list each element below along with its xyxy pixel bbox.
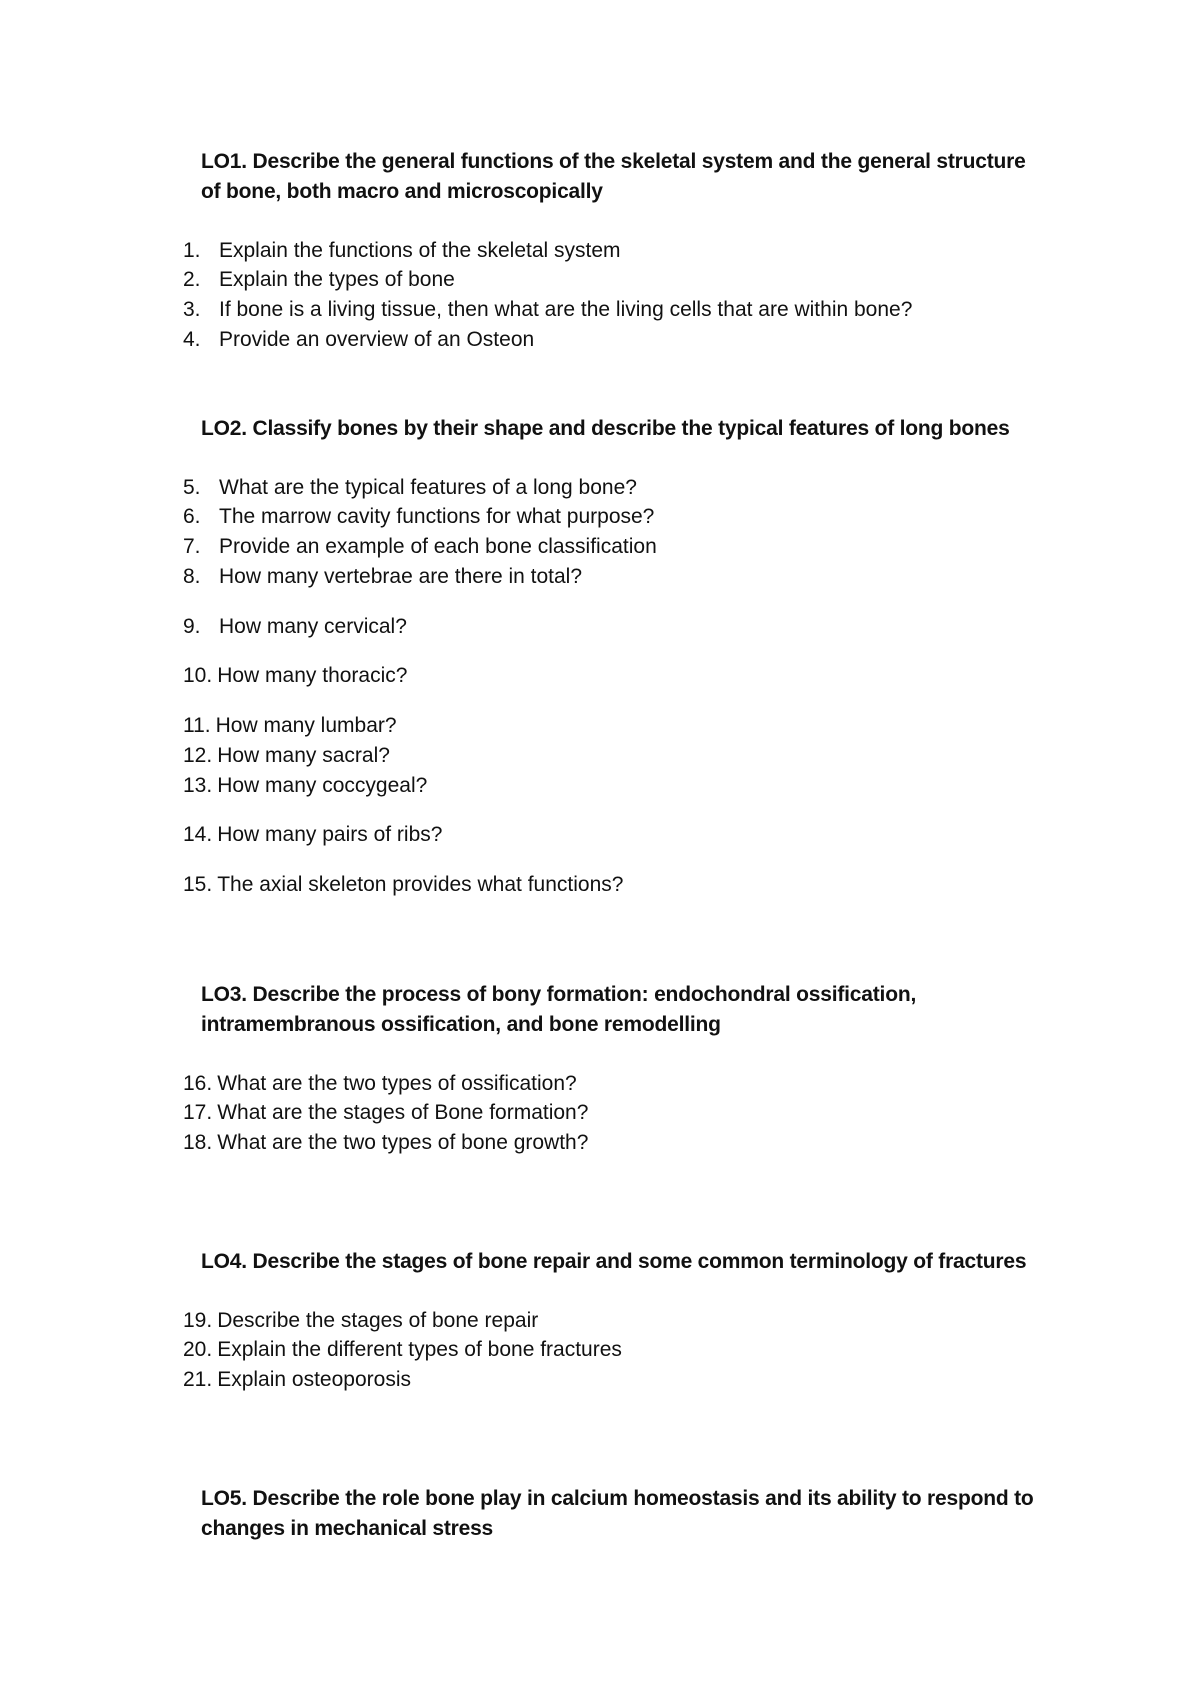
list-item	[183, 612, 1063, 642]
heading-line: LO1. Describe the general functions of the skeletal system and the general structure	[201, 150, 1026, 173]
list-item	[183, 502, 1063, 532]
item-number: 15.	[183, 873, 213, 896]
list-item	[183, 1098, 1063, 1128]
heading-line: changes in mechanical stress	[201, 1517, 494, 1540]
item-number: 11.	[183, 714, 211, 737]
item-number: 3.	[183, 298, 201, 321]
item-number: 16.	[183, 1072, 213, 1095]
item-text: What are the typical features of a long bone?	[219, 476, 637, 499]
item-text: Explain the types of bone	[219, 268, 455, 291]
list-item	[183, 1306, 1063, 1336]
section-heading-lo1	[201, 147, 1081, 207]
item-number: 4.	[183, 328, 201, 351]
list-item	[183, 562, 1063, 592]
list-item	[183, 1128, 1063, 1158]
item-text: What are the two types of bone growth?	[217, 1131, 589, 1154]
heading-line: LO3. Describe the process of bony formation: endochondral ossification,	[201, 983, 917, 1006]
item-number: 1.	[183, 239, 201, 262]
item-number: 12.	[183, 744, 213, 767]
item-number: 18.	[183, 1131, 213, 1154]
item-text: If bone is a living tissue, then what are the living cells that are within bone?	[219, 298, 913, 321]
item-text: Provide an example of each bone classification	[219, 535, 657, 558]
item-number: 17.	[183, 1101, 213, 1124]
list-item	[183, 1335, 1063, 1365]
section-heading-lo2	[201, 414, 1081, 444]
item-text: What are the two types of ossification?	[217, 1072, 577, 1095]
item-text: How many thoracic?	[217, 664, 408, 687]
item-text: How many vertebrae are there in total?	[219, 565, 583, 588]
item-number: 6.	[183, 505, 201, 528]
list-item	[183, 265, 1063, 295]
list-item	[183, 711, 1063, 741]
list-item	[183, 1365, 1063, 1395]
list-item	[183, 295, 1063, 325]
item-number: 2.	[183, 268, 201, 291]
item-text: Explain the different types of bone fractures	[217, 1338, 622, 1361]
item-text: How many lumbar?	[215, 714, 397, 737]
item-text: Explain osteoporosis	[217, 1368, 411, 1391]
item-text: The axial skeleton provides what functions?	[217, 873, 624, 896]
item-number: 20.	[183, 1338, 213, 1361]
heading-line: LO2. Classify bones by their shape and describe the typical features of long bones	[201, 417, 1010, 440]
section-heading-lo4	[201, 1247, 1081, 1277]
item-text: How many coccygeal?	[217, 774, 428, 797]
item-number: 14.	[183, 823, 213, 846]
list-item	[183, 820, 1063, 850]
item-number: 21.	[183, 1368, 213, 1391]
list-item	[183, 532, 1063, 562]
item-text: How many cervical?	[219, 615, 407, 638]
list-item	[183, 661, 1063, 691]
heading-line: intramembranous ossification, and bone remodelling	[201, 1013, 721, 1036]
item-number: 9.	[183, 615, 201, 638]
item-number: 8.	[183, 565, 201, 588]
item-text: Provide an overview of an Osteon	[219, 328, 535, 351]
list-item	[183, 741, 1063, 771]
list-item	[183, 325, 1063, 355]
item-number: 5.	[183, 476, 201, 499]
heading-line: of bone, both macro and microscopically	[201, 180, 603, 203]
item-text: How many pairs of ribs?	[217, 823, 443, 846]
list-item	[183, 771, 1063, 801]
item-text: What are the stages of Bone formation?	[217, 1101, 589, 1124]
heading-line: LO4. Describe the stages of bone repair and some common terminology of fractures	[201, 1250, 1027, 1273]
list-item	[183, 236, 1063, 266]
item-number: 19.	[183, 1309, 213, 1332]
heading-line: LO5. Describe the role bone play in calcium homeostasis and its ability to respond to	[201, 1487, 1034, 1510]
section-heading-lo3	[201, 980, 1081, 1040]
list-item	[183, 473, 1063, 503]
item-number: 7.	[183, 535, 201, 558]
item-number: 13.	[183, 774, 213, 797]
item-text: The marrow cavity functions for what purpose?	[219, 505, 655, 528]
item-number: 10.	[183, 664, 213, 687]
item-text: Explain the functions of the skeletal system	[219, 239, 621, 262]
item-text: How many sacral?	[217, 744, 390, 767]
item-text: Describe the stages of bone repair	[217, 1309, 539, 1332]
section-heading-lo5	[201, 1484, 1081, 1544]
list-item	[183, 1069, 1063, 1099]
list-item	[183, 870, 1063, 900]
